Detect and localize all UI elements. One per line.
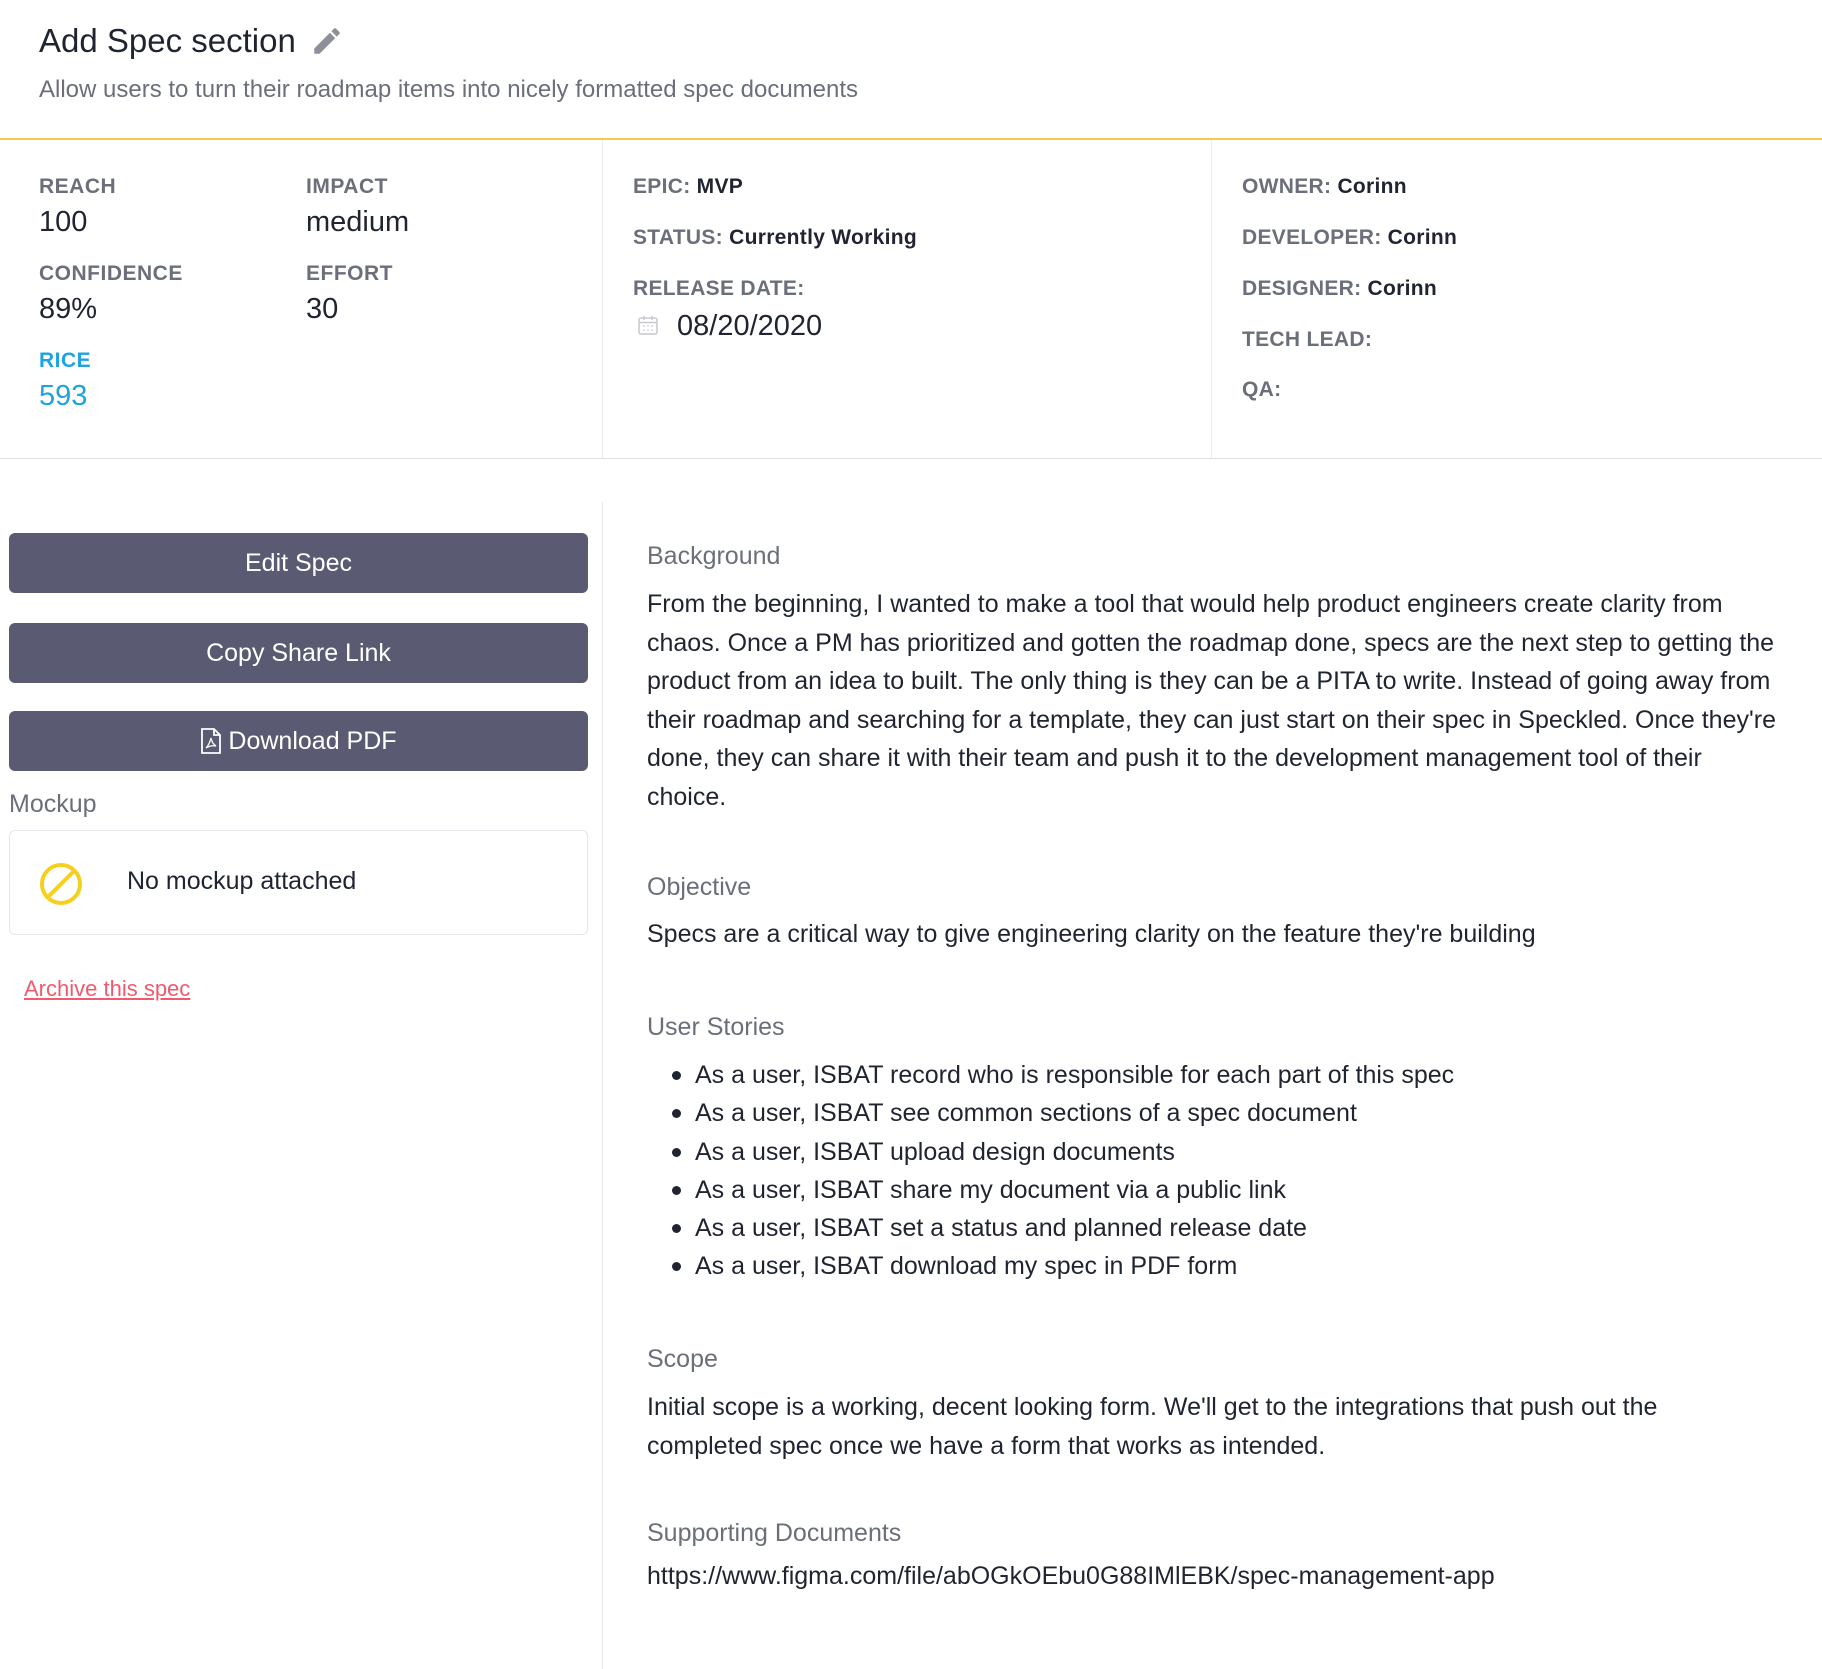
mockup-empty-text: No mockup attached — [127, 867, 357, 895]
list-item: As a user, ISBAT download my spec in PDF form — [647, 1247, 1454, 1285]
mockup-box[interactable] — [9, 830, 588, 935]
objective-text: Specs are a critical way to give engineering clarity on the feature they're building — [647, 920, 1536, 948]
designer-field — [1242, 277, 1437, 301]
rice-label: RICE — [39, 349, 92, 372]
column-divider — [602, 502, 603, 1669]
release-date-input[interactable]: 08/20/2020 — [677, 310, 823, 342]
reach-value: 100 — [39, 206, 88, 238]
epic-field — [633, 175, 743, 199]
scope-text: Initial scope is a working, decent looking form. We'll get to the integrations that push out the completed spec once we have a form that works as intended. — [647, 1393, 1658, 1460]
background-text: From the beginning, I wanted to make a tool that would help product engineers create clarity from chaos. Once a PM has prioritized and gotten the roadmap done, specs are the next step to getting the product from an idea to built. The only thing is they can be a PITA to write. Instead of going away from their roadmap and searching for a template, they can just start on their spec in Speckled. Once they're done, they can share it with their team and push it to the development management tool of their choice. — [647, 590, 1776, 811]
download-pdf-button[interactable] — [9, 711, 588, 771]
status-value: Currently Working — [729, 226, 918, 249]
mockup-heading: Mockup — [9, 790, 97, 818]
page-title: Add Spec section — [39, 22, 296, 59]
copy-share-link-button[interactable] — [9, 623, 588, 683]
pdf-icon — [200, 728, 222, 754]
download-pdf-label: Download PDF — [228, 726, 397, 755]
status-field — [633, 226, 917, 250]
developer-label: DEVELOPER: — [1242, 226, 1382, 249]
epic-label: EPIC: — [633, 175, 691, 198]
list-item: As a user, ISBAT see common sections of a spec document — [647, 1094, 1454, 1132]
list-item: As a user, ISBAT share my document via a public link — [647, 1171, 1454, 1209]
owner-field — [1242, 175, 1407, 199]
effort-label: EFFORT — [306, 262, 393, 285]
edit-spec-label: Edit Spec — [244, 548, 352, 577]
designer-value: Corinn — [1367, 277, 1437, 300]
tech-lead-label: TECH LEAD: — [1242, 328, 1373, 351]
metrics-panel — [0, 140, 1822, 459]
confidence-value: 89% — [39, 293, 98, 325]
pencil-icon[interactable] — [310, 24, 344, 58]
developer-field — [1242, 226, 1457, 250]
user-stories-list — [647, 1056, 1454, 1286]
background-heading: Background — [647, 542, 781, 570]
rice-value: 593 — [39, 380, 88, 412]
user-stories-heading: User Stories — [647, 1013, 785, 1041]
calendar-icon[interactable] — [637, 314, 659, 336]
release-date-label: RELEASE DATE: — [633, 277, 805, 300]
archive-spec-link[interactable]: Archive this spec — [24, 976, 191, 1001]
list-item: As a user, ISBAT record who is responsible for each part of this spec — [647, 1056, 1454, 1094]
objective-heading: Objective — [647, 873, 752, 901]
reach-label: REACH — [39, 175, 117, 198]
qa-label: QA: — [1242, 378, 1282, 401]
scope-heading: Scope — [647, 1345, 718, 1373]
spec-header — [0, 0, 1822, 140]
page-subtitle: Allow users to turn their roadmap items into nicely formatted spec documents — [39, 76, 859, 103]
release-date-field — [633, 277, 805, 301]
people-column — [1211, 140, 1822, 458]
owner-value: Corinn — [1337, 175, 1407, 198]
ban-icon — [38, 861, 84, 907]
title-row — [39, 22, 344, 60]
supporting-documents-heading: Supporting Documents — [647, 1519, 902, 1547]
impact-label: IMPACT — [306, 175, 388, 198]
designer-label: DESIGNER: — [1242, 277, 1362, 300]
tech-lead-field — [1242, 328, 1372, 352]
impact-value: medium — [306, 206, 410, 238]
effort-value: 30 — [306, 293, 339, 325]
details-column — [602, 140, 1211, 458]
confidence-label: CONFIDENCE — [39, 262, 183, 285]
qa-field — [1242, 378, 1281, 402]
list-item: As a user, ISBAT set a status and planned release date — [647, 1209, 1454, 1247]
list-item: As a user, ISBAT upload design documents — [647, 1133, 1454, 1171]
supporting-document-link[interactable]: https://www.figma.com/file/abOGkOEbu0G88IMlEBK/spec-management-app — [647, 1562, 1495, 1590]
copy-share-link-label: Copy Share Link — [206, 638, 391, 667]
edit-spec-button[interactable] — [9, 533, 588, 593]
owner-label: OWNER: — [1242, 175, 1332, 198]
status-label: STATUS: — [633, 226, 723, 249]
epic-value: MVP — [696, 175, 744, 198]
developer-value: Corinn — [1387, 226, 1458, 249]
